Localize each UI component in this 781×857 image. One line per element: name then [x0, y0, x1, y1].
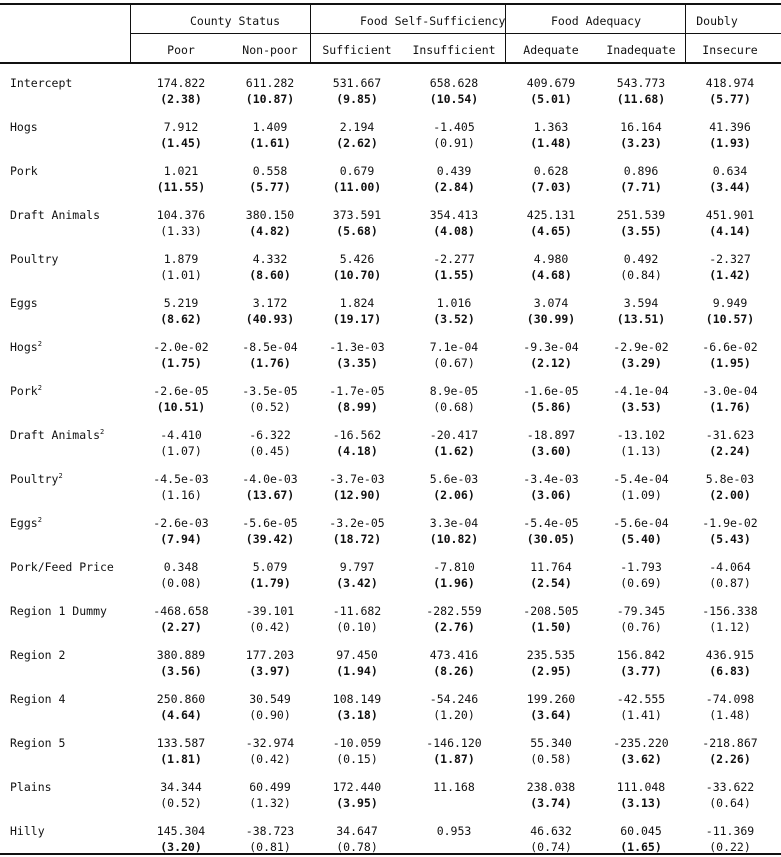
coefficient-cell: 0.348 [163, 560, 199, 574]
row-label: Draft Animals [10, 208, 101, 222]
tstat-cell: (2.24) [709, 444, 751, 458]
tstat-cell: (2.95) [530, 664, 572, 678]
tstat-cell: (1.01) [160, 268, 202, 282]
tstat-cell: (3.95) [336, 796, 378, 810]
column-header: Insufficient [412, 43, 496, 57]
coefficient-cell: -5.4e-05 [523, 516, 579, 530]
tstat-cell: (1.45) [160, 136, 202, 150]
coefficient-cell: -1.6e-05 [523, 384, 579, 398]
coefficient-cell: 531.667 [332, 76, 382, 90]
coefficient-cell: -32.974 [245, 736, 295, 750]
tstat-cell: (1.42) [709, 268, 751, 282]
coefficient-cell: -282.559 [426, 604, 482, 618]
coefficient-cell: 199.260 [526, 692, 576, 706]
coefficient-cell: 0.679 [339, 164, 375, 178]
coefficient-cell: 104.376 [156, 208, 206, 222]
coefficient-cell: 11.168 [433, 780, 475, 794]
tstat-cell: (0.84) [620, 268, 662, 282]
coefficient-cell: 5.6e-03 [429, 472, 479, 486]
coefficient-cell: 1.824 [339, 296, 375, 310]
tstat-cell: (3.60) [530, 444, 572, 458]
tstat-cell: (1.48) [709, 708, 751, 722]
coefficient-cell: -6.6e-02 [702, 340, 758, 354]
coefficient-cell: 1.363 [533, 120, 569, 134]
coefficient-cell: 418.974 [705, 76, 755, 90]
coefficient-cell: 60.045 [620, 824, 662, 838]
coefficient-cell: -4.410 [160, 428, 202, 442]
tstat-cell: (3.77) [620, 664, 662, 678]
tstat-cell: (3.35) [336, 356, 378, 370]
tstat-cell: (0.45) [249, 444, 291, 458]
tstat-cell: (19.17) [332, 312, 382, 326]
coefficient-cell: 7.912 [163, 120, 199, 134]
coefficient-cell: -235.220 [613, 736, 669, 750]
coefficient-cell: 9.949 [712, 296, 748, 310]
coefficient-cell: 0.896 [623, 164, 659, 178]
coefficient-cell: -39.101 [245, 604, 295, 618]
top-rule [0, 3, 781, 5]
row-label-superscript: 2 [100, 428, 105, 436]
tstat-cell: (4.82) [249, 224, 291, 238]
coefficient-cell: -3.7e-03 [329, 472, 385, 486]
tstat-cell: (0.64) [709, 796, 751, 810]
coefficient-cell: 3.594 [623, 296, 659, 310]
tstat-cell: (30.05) [526, 532, 576, 546]
tstat-cell: (0.08) [160, 576, 202, 590]
coefficient-cell: -2.327 [709, 252, 751, 266]
tstat-cell: (2.54) [530, 576, 572, 590]
coefficient-cell: -1.793 [620, 560, 662, 574]
row-label: Draft Animals$^2$ [10, 428, 105, 442]
column-header: Adequate [523, 43, 579, 57]
tstat-cell: (13.67) [245, 488, 295, 502]
row-label: Hogs$^2$ [10, 340, 42, 354]
row-label-superscript: 2 [37, 384, 42, 392]
tstat-cell: (0.42) [249, 620, 291, 634]
tstat-cell: (0.69) [620, 576, 662, 590]
row-label: Poultry [10, 252, 59, 266]
tstat-cell: (2.26) [709, 752, 751, 766]
tstat-cell: (3.44) [709, 180, 751, 194]
coefficient-cell: -54.246 [429, 692, 479, 706]
tstat-cell: (7.94) [160, 532, 202, 546]
coefficient-cell: -218.867 [702, 736, 758, 750]
tstat-cell: (3.23) [620, 136, 662, 150]
coefficient-cell: 373.591 [332, 208, 382, 222]
coefficient-cell: -2.9e-02 [613, 340, 669, 354]
tstat-cell: (12.90) [332, 488, 382, 502]
group-header: County Status [189, 14, 280, 28]
tstat-cell: (0.76) [620, 620, 662, 634]
tstat-cell: (0.87) [709, 576, 751, 590]
coefficient-cell: 9.797 [339, 560, 375, 574]
tstat-cell: (1.87) [433, 752, 475, 766]
coefficient-cell: -156.338 [702, 604, 758, 618]
coefficient-cell: 11.764 [530, 560, 572, 574]
row-label: Pork [10, 164, 38, 178]
tstat-cell: (10.57) [705, 312, 755, 326]
group-header: Food Adequacy [550, 14, 641, 28]
tstat-cell: (0.52) [249, 400, 291, 414]
tstat-cell: (2.27) [160, 620, 202, 634]
tstat-cell: (3.42) [336, 576, 378, 590]
tstat-cell: (1.09) [620, 488, 662, 502]
coefficient-cell: 1.409 [252, 120, 288, 134]
coefficient-cell: -16.562 [332, 428, 382, 442]
tstat-cell: (5.43) [709, 532, 751, 546]
coefficient-cell: 5.079 [252, 560, 288, 574]
tstat-cell: (0.15) [336, 752, 378, 766]
row-label: Pork/Feed Price [10, 560, 114, 574]
tstat-cell: (4.18) [336, 444, 378, 458]
coefficient-cell: 174.822 [156, 76, 206, 90]
tstat-cell: (3.53) [620, 400, 662, 414]
coefficient-cell: -33.622 [705, 780, 755, 794]
coefficient-cell: 380.150 [245, 208, 295, 222]
tstat-cell: (0.81) [249, 840, 291, 854]
coefficient-cell: 145.304 [156, 824, 206, 838]
tstat-cell: (1.79) [249, 576, 291, 590]
tstat-cell: (3.64) [530, 708, 572, 722]
tstat-cell: (1.12) [709, 620, 751, 634]
tstat-cell: (2.00) [709, 488, 751, 502]
coefficient-cell: 111.048 [616, 780, 666, 794]
tstat-cell: (1.75) [160, 356, 202, 370]
tstat-cell: (1.55) [433, 268, 475, 282]
row-label-superscript: 2 [58, 472, 63, 480]
tstat-cell: (9.85) [336, 92, 378, 106]
tstat-cell: (10.51) [156, 400, 206, 414]
coefficient-cell: 451.901 [705, 208, 755, 222]
coefficient-cell: 8.9e-05 [429, 384, 479, 398]
row-label: Plains [10, 780, 52, 794]
tstat-cell: (8.60) [249, 268, 291, 282]
coefficient-cell: -42.555 [616, 692, 666, 706]
header-bottom-rule [0, 62, 781, 64]
coefficient-cell: -6.322 [249, 428, 291, 442]
tstat-cell: (4.65) [530, 224, 572, 238]
coefficient-cell: -4.064 [709, 560, 751, 574]
tstat-cell: (1.76) [249, 356, 291, 370]
coefficient-cell: 611.282 [245, 76, 295, 90]
coefficient-cell: 2.194 [339, 120, 375, 134]
coefficient-cell: -4.5e-03 [153, 472, 209, 486]
tstat-cell: (1.62) [433, 444, 475, 458]
coefficient-cell: 425.131 [526, 208, 576, 222]
coefficient-cell: -3.4e-03 [523, 472, 579, 486]
coefficient-cell: 658.628 [429, 76, 479, 90]
coefficient-cell: 133.587 [156, 736, 206, 750]
tstat-cell: (3.06) [530, 488, 572, 502]
tstat-cell: (3.55) [620, 224, 662, 238]
tstat-cell: (5.77) [249, 180, 291, 194]
tstat-cell: (4.68) [530, 268, 572, 282]
coefficient-cell: 3.3e-04 [429, 516, 479, 530]
coefficient-cell: 30.549 [249, 692, 291, 706]
tstat-cell: (5.86) [530, 400, 572, 414]
tstat-cell: (7.03) [530, 180, 572, 194]
tstat-cell: (5.40) [620, 532, 662, 546]
tstat-cell: (3.18) [336, 708, 378, 722]
coefficient-cell: 97.450 [336, 648, 378, 662]
tstat-cell: (1.33) [160, 224, 202, 238]
row-label-superscript: 2 [37, 340, 42, 348]
tstat-cell: (10.70) [332, 268, 382, 282]
coefficient-cell: 0.492 [623, 252, 659, 266]
tstat-cell: (1.96) [433, 576, 475, 590]
coefficient-cell: -1.9e-02 [702, 516, 758, 530]
coefficient-cell: -146.120 [426, 736, 482, 750]
group-underline [130, 33, 781, 34]
tstat-cell: (3.62) [620, 752, 662, 766]
coefficient-cell: 156.842 [616, 648, 666, 662]
row-label: Intercept [10, 76, 73, 90]
coefficient-cell: 177.203 [245, 648, 295, 662]
row-label: Hilly [10, 824, 45, 838]
coefficient-cell: 34.344 [160, 780, 202, 794]
tstat-cell: (6.83) [709, 664, 751, 678]
tstat-cell: (1.13) [620, 444, 662, 458]
column-header: Inadequate [606, 43, 676, 57]
coefficient-cell: -2.0e-02 [153, 340, 209, 354]
coefficient-cell: 473.416 [429, 648, 479, 662]
tstat-cell: (1.50) [530, 620, 572, 634]
column-header: Non-poor [242, 43, 298, 57]
tstat-cell: (8.26) [433, 664, 475, 678]
tstat-cell: (4.64) [160, 708, 202, 722]
coefficient-cell: -1.3e-03 [329, 340, 385, 354]
row-label: Region 5 [10, 736, 66, 750]
group-header: Food Self-Sufficiency [360, 14, 506, 28]
coefficient-cell: -5.6e-04 [613, 516, 669, 530]
column-header: Poor [167, 43, 195, 57]
tstat-cell: (3.74) [530, 796, 572, 810]
tstat-cell: (5.68) [336, 224, 378, 238]
tstat-cell: (2.06) [433, 488, 475, 502]
coefficient-cell: -13.102 [616, 428, 666, 442]
tstat-cell: (2.38) [160, 92, 202, 106]
tstat-cell: (1.65) [620, 840, 662, 854]
coefficient-cell: 5.8e-03 [705, 472, 755, 486]
tstat-cell: (0.42) [249, 752, 291, 766]
coefficient-cell: -3.5e-05 [242, 384, 298, 398]
coefficient-cell: 238.038 [526, 780, 576, 794]
tstat-cell: (0.68) [433, 400, 475, 414]
tstat-cell: (3.52) [433, 312, 475, 326]
coefficient-cell: 5.426 [339, 252, 375, 266]
tstat-cell: (0.74) [530, 840, 572, 854]
coefficient-cell: 1.016 [436, 296, 472, 310]
coefficient-cell: 7.1e-04 [429, 340, 479, 354]
coefficient-cell: 3.074 [533, 296, 569, 310]
tstat-cell: (10.54) [429, 92, 479, 106]
coefficient-cell: -18.897 [526, 428, 576, 442]
group-header: Doubly [696, 14, 738, 28]
tstat-cell: (11.55) [156, 180, 206, 194]
coefficient-cell: 436.915 [705, 648, 755, 662]
coefficient-cell: 0.953 [436, 824, 472, 838]
tstat-cell: (0.90) [249, 708, 291, 722]
coefficient-cell: -2.6e-05 [153, 384, 209, 398]
coefficient-cell: 0.439 [436, 164, 472, 178]
coefficient-cell: 354.413 [429, 208, 479, 222]
coefficient-cell: -7.810 [433, 560, 475, 574]
coefficient-cell: 380.889 [156, 648, 206, 662]
row-label: Region 1 Dummy [10, 604, 107, 618]
tstat-cell: (18.72) [332, 532, 382, 546]
coefficient-cell: 543.773 [616, 76, 666, 90]
tstat-cell: (1.81) [160, 752, 202, 766]
coefficient-cell: -74.098 [705, 692, 755, 706]
coefficient-cell: -3.0e-04 [702, 384, 758, 398]
row-label: Region 2 [10, 648, 66, 662]
tstat-cell: (2.76) [433, 620, 475, 634]
tstat-cell: (0.22) [709, 840, 751, 854]
coefficient-cell: -11.369 [705, 824, 755, 838]
coefficient-cell: 46.632 [530, 824, 572, 838]
tstat-cell: (11.00) [332, 180, 382, 194]
tstat-cell: (3.20) [160, 840, 202, 854]
tstat-cell: (1.76) [709, 400, 751, 414]
row-label: Eggs [10, 296, 38, 310]
tstat-cell: (3.29) [620, 356, 662, 370]
coefficient-cell: 41.396 [709, 120, 751, 134]
tstat-cell: (2.84) [433, 180, 475, 194]
row-label: Poultry$^2$ [10, 472, 63, 486]
coefficient-cell: 250.860 [156, 692, 206, 706]
coefficient-cell: 34.647 [336, 824, 378, 838]
tstat-cell: (1.94) [336, 664, 378, 678]
tstat-cell: (1.93) [709, 136, 751, 150]
tstat-cell: (1.32) [249, 796, 291, 810]
coefficient-cell: -4.1e-04 [613, 384, 669, 398]
tstat-cell: (4.08) [433, 224, 475, 238]
coefficient-cell: -5.4e-04 [613, 472, 669, 486]
tstat-cell: (10.82) [429, 532, 479, 546]
coefficient-cell: 3.172 [252, 296, 288, 310]
coefficient-cell: 60.499 [249, 780, 291, 794]
tstat-cell: (7.71) [620, 180, 662, 194]
coefficient-cell: -2.6e-03 [153, 516, 209, 530]
coefficient-cell: 172.440 [332, 780, 382, 794]
coefficient-cell: 55.340 [530, 736, 572, 750]
coefficient-cell: 235.535 [526, 648, 576, 662]
coefficient-cell: 16.164 [620, 120, 662, 134]
tstat-cell: (40.93) [245, 312, 295, 326]
tstat-cell: (10.87) [245, 92, 295, 106]
tstat-cell: (2.62) [336, 136, 378, 150]
coefficient-cell: -8.5e-04 [242, 340, 298, 354]
header-divider-1 [130, 3, 131, 64]
row-label: Pork$^2$ [10, 384, 42, 398]
tstat-cell: (13.51) [616, 312, 666, 326]
coefficient-cell: 4.332 [252, 252, 288, 266]
coefficient-cell: -468.658 [153, 604, 209, 618]
tstat-cell: (39.42) [245, 532, 295, 546]
coefficient-cell: 0.558 [252, 164, 288, 178]
tstat-cell: (0.67) [433, 356, 475, 370]
tstat-cell: (1.61) [249, 136, 291, 150]
row-label: Region 4 [10, 692, 66, 706]
tstat-cell: (5.77) [709, 92, 751, 106]
coefficient-cell: -20.417 [429, 428, 479, 442]
coefficient-cell: -3.2e-05 [329, 516, 385, 530]
coefficient-cell: -4.0e-03 [242, 472, 298, 486]
tstat-cell: (0.78) [336, 840, 378, 854]
tstat-cell: (1.16) [160, 488, 202, 502]
tstat-cell: (8.62) [160, 312, 202, 326]
coefficient-cell: 409.679 [526, 76, 576, 90]
tstat-cell: (1.07) [160, 444, 202, 458]
tstat-cell: (0.52) [160, 796, 202, 810]
coefficient-cell: -10.059 [332, 736, 382, 750]
coefficient-cell: 1.021 [163, 164, 199, 178]
coefficient-cell: -1.7e-05 [329, 384, 385, 398]
column-header: Insecure [702, 43, 758, 57]
coefficient-cell: -5.6e-05 [242, 516, 298, 530]
tstat-cell: (0.91) [433, 136, 475, 150]
column-header: Sufficient [322, 43, 392, 57]
coefficient-cell: -9.3e-04 [523, 340, 579, 354]
tstat-cell: (1.20) [433, 708, 475, 722]
row-label-superscript: 2 [37, 516, 42, 524]
coefficient-cell: 4.980 [533, 252, 569, 266]
tstat-cell: (4.14) [709, 224, 751, 238]
coefficient-cell: 0.634 [712, 164, 748, 178]
coefficient-cell: 5.219 [163, 296, 199, 310]
tstat-cell: (1.41) [620, 708, 662, 722]
row-label: Eggs$^2$ [10, 516, 42, 530]
tstat-cell: (2.12) [530, 356, 572, 370]
tstat-cell: (5.01) [530, 92, 572, 106]
tstat-cell: (8.99) [336, 400, 378, 414]
tstat-cell: (3.56) [160, 664, 202, 678]
coefficient-cell: 1.879 [163, 252, 199, 266]
coefficient-cell: -31.623 [705, 428, 755, 442]
tstat-cell: (3.97) [249, 664, 291, 678]
coefficient-cell: -208.505 [523, 604, 579, 618]
tstat-cell: (0.10) [336, 620, 378, 634]
coefficient-cell: -1.405 [433, 120, 475, 134]
tstat-cell: (11.68) [616, 92, 666, 106]
tstat-cell: (1.48) [530, 136, 572, 150]
coefficient-cell: 251.539 [616, 208, 666, 222]
row-label: Hogs [10, 120, 38, 134]
coefficient-cell: -11.682 [332, 604, 382, 618]
tstat-cell: (0.58) [530, 752, 572, 766]
coefficient-cell: -79.345 [616, 604, 666, 618]
tstat-cell: (3.13) [620, 796, 662, 810]
tstat-cell: (30.99) [526, 312, 576, 326]
coefficient-cell: -2.277 [433, 252, 475, 266]
coefficient-cell: 108.149 [332, 692, 382, 706]
tstat-cell: (1.95) [709, 356, 751, 370]
coefficient-cell: 0.628 [533, 164, 569, 178]
coefficient-cell: -38.723 [245, 824, 295, 838]
